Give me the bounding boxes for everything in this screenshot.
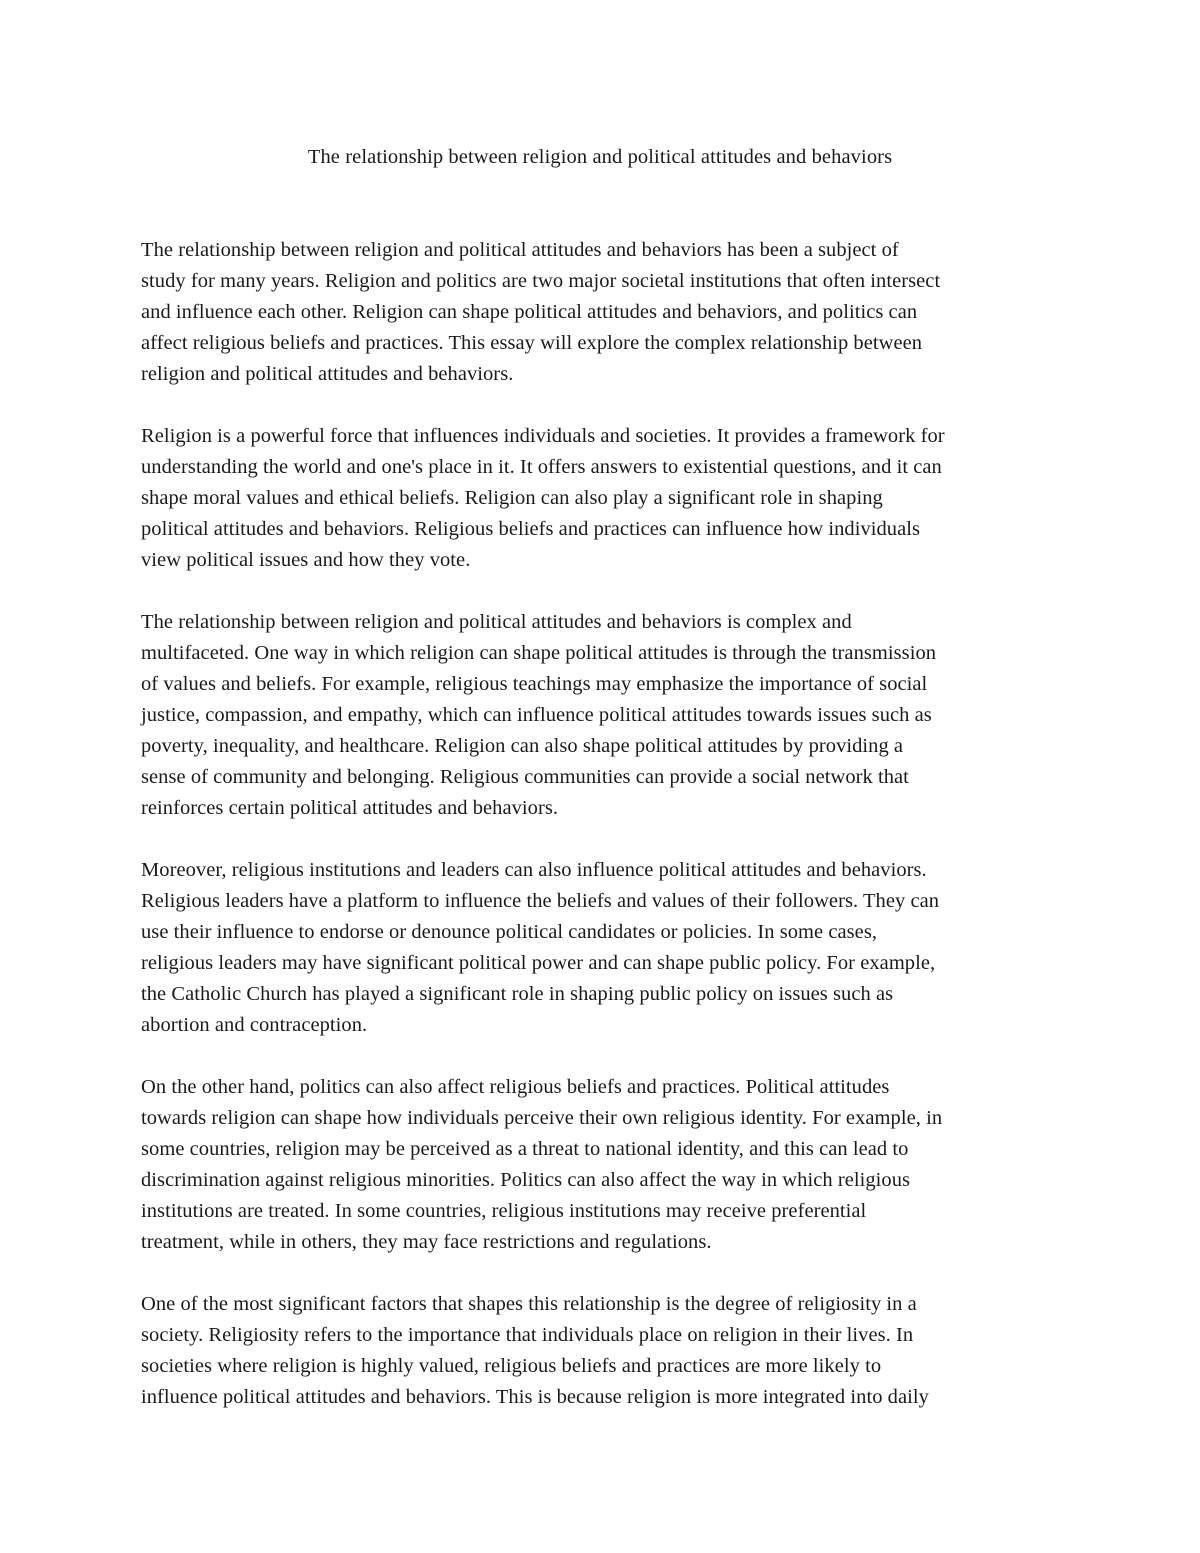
text-line: religion and political attitudes and behaviors. (141, 363, 514, 385)
paragraph-2 (141, 421, 1066, 576)
text-line: of values and beliefs. For example, religious teachings may emphasize the importance of social (141, 673, 928, 695)
text-line: justice, compassion, and empathy, which can influence political attitudes towards issues such as (141, 704, 932, 726)
text-line: institutions are treated. In some countries, religious institutions may receive preferential (141, 1200, 867, 1222)
text-line: discrimination against religious minorities. Politics can also affect the way in which religious (141, 1169, 911, 1191)
text-line: some countries, religion may be perceived as a threat to national identity, and this can lead to (141, 1138, 909, 1160)
document-body (141, 235, 1066, 1444)
text-line: religious leaders may have significant political power and can shape public policy. For example, (141, 952, 936, 974)
text-line: shape moral values and ethical beliefs. Religion can also play a significant role in shaping (141, 487, 883, 509)
text-line: reinforces certain political attitudes and behaviors. (141, 797, 559, 819)
paragraph-3 (141, 607, 1066, 824)
text-line: political attitudes and behaviors. Religious beliefs and practices can influence how individuals (141, 518, 921, 540)
paragraph-6 (141, 1289, 1066, 1413)
paragraph-4 (141, 855, 1066, 1041)
text-line: Religious leaders have a platform to influence the beliefs and values of their followers. They can (141, 890, 940, 912)
text-line: Religion is a powerful force that influences individuals and societies. It provides a framework for (141, 425, 945, 447)
text-line: On the other hand, politics can also affect religious beliefs and practices. Political attitudes (141, 1076, 890, 1098)
text-line: sense of community and belonging. Religious communities can provide a social network that (141, 766, 909, 788)
text-line: society. Religiosity refers to the importance that individuals place on religion in their lives. In (141, 1324, 914, 1346)
paragraph-5 (141, 1072, 1066, 1258)
text-line: understanding the world and one's place in it. It offers answers to existential questions, and it can (141, 456, 942, 478)
text-line: use their influence to endorse or denounce political candidates or policies. In some cases, (141, 921, 878, 943)
text-line: treatment, while in others, they may face restrictions and regulations. (141, 1231, 712, 1253)
document-title: The relationship between religion and political attitudes and behaviors (307, 146, 893, 168)
text-line: view political issues and how they vote. (141, 549, 471, 571)
text-line: towards religion can shape how individuals perceive their own religious identity. For example, in (141, 1107, 943, 1129)
text-line: societies where religion is highly valued, religious beliefs and practices are more likely to (141, 1355, 882, 1377)
text-line: abortion and contraception. (141, 1014, 368, 1036)
text-line: and influence each other. Religion can shape political attitudes and behaviors, and politics can (141, 301, 918, 323)
paragraph-1 (141, 235, 1066, 390)
text-line: The relationship between religion and political attitudes and behaviors has been a subject of (141, 239, 899, 261)
text-line: affect religious beliefs and practices. This essay will explore the complex relationship between (141, 332, 923, 354)
text-line: poverty, inequality, and healthcare. Religion can also shape political attitudes by providing a (141, 735, 904, 757)
text-line: multifaceted. One way in which religion can shape political attitudes is through the transmission (141, 642, 937, 664)
text-line: the Catholic Church has played a significant role in shaping public policy on issues such as (141, 983, 894, 1005)
text-line: The relationship between religion and political attitudes and behaviors is complex and (141, 611, 852, 633)
text-line: study for many years. Religion and politics are two major societal institutions that often intersect (141, 270, 941, 292)
text-line: Moreover, religious institutions and leaders can also influence political attitudes and behaviors. (141, 859, 927, 881)
text-line: One of the most significant factors that shapes this relationship is the degree of religiosity in a (141, 1293, 917, 1315)
text-line: influence political attitudes and behaviors. This is because religion is more integrated into daily (141, 1386, 929, 1408)
